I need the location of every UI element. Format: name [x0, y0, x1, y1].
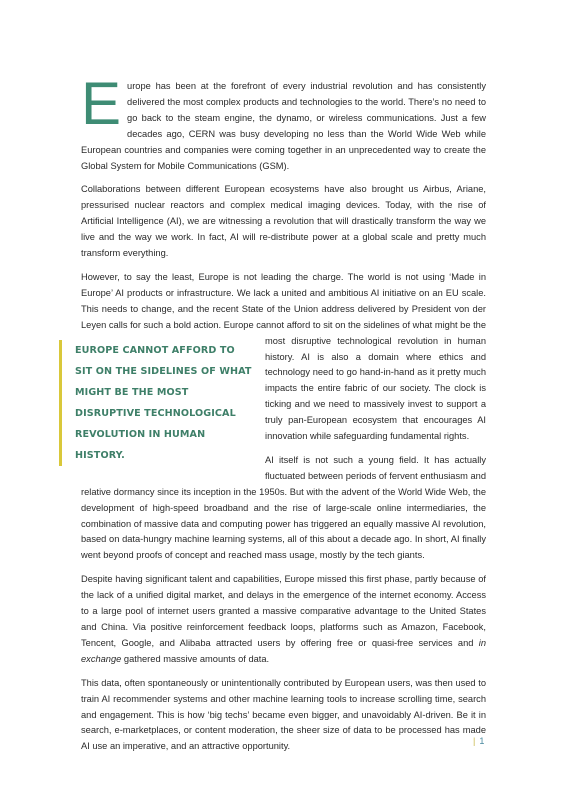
- paragraph-europe-missed-a: Despite having significant talent and capabilities, Europe missed this first phase, partly because of the lack of a unified digital market, and delays in the emergence of the internet economy. Access to a large pool of internet users granted a massive comparative advantage to the United States and China. Via positive reinforcement feedback loops, platforms such as Amazon, Facebook, Tencent, Google, and Alibaba attracted users by offering free or quasi-free services and: [81, 574, 486, 648]
- paragraph-intro-text: urope has been at the forefront of every industrial revolution and has consistently delivered the most complex products and technologies to the world. There’s no need to go back to the steam engine, the dynamo, or wireless communications. Just a few decades ago, CERN was busy developing no less than the World Wide Web while European countries and companies were coming together in an unprecedented way to create the Global System for Mobile Communications (GSM).: [81, 81, 486, 171]
- drop-cap: E: [81, 70, 122, 137]
- paragraph-leading-charge: [75, 270, 487, 461]
- article-body: [75, 70, 487, 763]
- paragraph-collaborations: Collaborations between different European ecosystems have also brought us Airbus, Ariane, pressurised nuclear reactors and complex medical imaging devices. Today, with the rise of Artificial Intelligence (AI), we are witnessing a revolution that will drastically transform the way we live and the way we work. In fact, AI will re-distribute power at a global scale and pretty much transform everything.: [81, 184, 486, 259]
- paragraph-europe-missed-b: gathered massive amounts of data.: [121, 653, 270, 664]
- pull-quote: EUROPE CANNOT AFFORD TO SIT ON THE SIDELINES OF WHAT MIGHT BE THE MOST DISRUPTIVE TECHNOLOGICAL REVOLUTION IN HUMAN HISTORY.: [59, 340, 255, 466]
- emphasis-in-exchange: in exchange: [81, 637, 486, 664]
- page-number: [473, 736, 484, 746]
- paragraph-europe-missed: [81, 572, 486, 667]
- page-number-value: 1: [479, 736, 485, 746]
- paragraph-data-usage: This data, often spontaneously or unintentionally contributed by European users, was then used to train AI recommender systems and other machine learning tools to increase scrolling time, search and engagement. This is how ‘big techs’ became even bigger, and unavoidably AI-driven. Be it in search, e-marketplaces, or content moderation, the sheer size of data to be processed has made AI use an imperative, and an attractive opportunity.: [81, 677, 486, 752]
- paragraph-intro: [81, 70, 486, 174]
- page-number-separator: |: [473, 736, 476, 746]
- paragraph-leading-charge-text: However, to say the least, Europe is not leading the charge. The world is not using ‘Made in Europe’ AI products or infrastructure. We lack a united and ambitious AI initiative on an EU scale. This needs to change, and the recent State of the Union address delivered by President von der Leyen calls for such a bold action. Europe cannot afford to sit on the sidelines of what might be the most disruptive technological revolution in human history. AI is also a domain where ethics and technology need to go hand-in-hand as it pretty much impacts the entire fabric of our society. The clock is ticking and we need to massively invest to support a truly pan-European ecosystem that encourages AI innovation while safeguarding fundamental rights.: [81, 271, 487, 442]
- paragraph-ai-history: AI itself is not such a young field. It has actually fluctuated between periods of fervent enthusiasm and relative dormancy since its inception in the 1950s. But with the advent of the World Wide Web, the development of high-speed broadband and the rise of large-scale online intermediaries, the combination of massive data and computing power has triggered an equally massive AI revolution, based on data-hungry machine learning systems, all of this about a decade ago. In short, AI finally went beyond proofs of concept and reached mass usage, mostly by the tech giants.: [81, 454, 486, 561]
